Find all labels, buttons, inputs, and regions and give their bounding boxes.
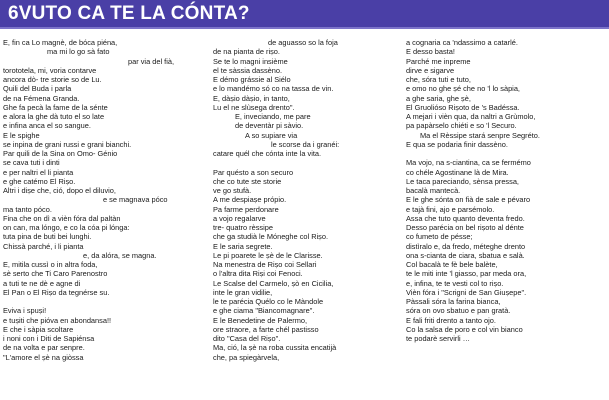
verse-line: le scorse da i granéi: <box>271 139 340 149</box>
verse-line: sóra on ovo sbatuo e pan gratà. <box>406 306 511 316</box>
verse-line: le te parécia Quélo co le Màndole <box>213 297 324 306</box>
verse-line: Pàssali sóra la farina bianca, <box>406 297 501 306</box>
verse-line: catare quél che cónta inte la vita. <box>213 149 322 158</box>
verse-line: Quili del Buda i parla <box>3 84 72 94</box>
verse-line: E, inveciando, me pare <box>235 112 311 121</box>
title-bar <box>0 0 609 29</box>
verse-line: che, pa spiegàrvela, <box>213 352 280 362</box>
verse-line: E, fin ca Lo magnè, de bóca piéna, <box>3 38 118 47</box>
verse-line: ancora dò- tre storie so de Lu. <box>3 75 102 84</box>
verse-line: dirve e sigarve <box>406 65 455 75</box>
verse-line: te le miti inte 'l giasso, par meda ora, <box>406 269 527 279</box>
verse-line: Vièn fóra i "Scrigni de San Giuṣepe". <box>406 287 527 297</box>
verse-line: Parché me inpreme <box>406 56 471 66</box>
verse-line: Lu el ne slùsega drento". <box>213 102 295 112</box>
verse-line: A me despiaṣe própio. <box>213 195 287 205</box>
verse-line: Le pi poarete le ṣè de le Clarisse. <box>213 250 323 260</box>
verse-line: i noni con i Diti de Sapiénsa <box>3 334 95 343</box>
verse-line: tuta pina de buti bei lunghi. <box>3 232 92 242</box>
verse-line: tre- quatro rèssipe <box>213 223 273 232</box>
verse-line: de deventàr pi sàvio. <box>235 121 304 131</box>
verse-line: Eviva i spuṣi! <box>3 306 47 316</box>
verse-line: bacalà mantecà. <box>406 186 461 195</box>
verse-line: E qua se podaria finir dassèno. <box>406 139 508 149</box>
verse-line: Desso parécia on bel riṣoto al dénte <box>406 223 524 232</box>
verse-line: par via del fià, <box>128 56 175 66</box>
verse-line: de aguasso so la foja <box>268 38 338 47</box>
verse-line: Ma, ció, la ṣè na roba cussita encatijà <box>213 343 337 353</box>
verse-line: sè serto che Ti Caro Parenostro <box>3 269 108 279</box>
verse-line: che, sóra tuti e tuto, <box>406 75 471 84</box>
verse-line: El Gruolióso Riṣoto de 's Badéssa. <box>406 102 520 112</box>
verse-line: a vojo regalarve <box>213 213 266 223</box>
verse-line: e infina anca el so sangue. <box>3 121 91 131</box>
verse-line: inte le gran vidilie, <box>213 287 273 297</box>
verse-line: e ghe catémo El Riṣo. <box>3 176 76 186</box>
verse-line: Na menestra de Riṣo coi Sellari <box>213 260 317 269</box>
verse-line: El Pan o El Riṣo da tegnérse su. <box>3 287 110 297</box>
verse-line: E le spighe <box>3 130 40 140</box>
verse-line: de na pianta de riṣo. <box>213 47 280 57</box>
verse-line: E desso basta! <box>406 47 455 57</box>
verse-line: a tuti te ne dè e agne di <box>3 278 81 288</box>
verse-line: co chéle Agostinane là de Mira. <box>406 167 509 177</box>
verse-line: e alora la ghe dà tuto el so late <box>3 112 105 121</box>
verse-line: "L'amore el ṣè na giòssa <box>3 352 84 362</box>
verse-line: se cava tuti i dinti <box>3 158 60 168</box>
verse-line: E che i sàpia scoltare <box>3 324 74 334</box>
verse-line: Ghe fa pecà la fame de la sénte <box>3 102 108 112</box>
verse-line: co fumeto de pésse; <box>406 232 473 242</box>
verse-line: Ma vojo, na s-ciantina, ca se fermémo <box>406 158 531 168</box>
verse-line: e, da alóra, se magna. <box>83 250 157 260</box>
verse-line: ma mi lo go sà fato <box>47 47 110 57</box>
verse-line: ona s-cianta de ciara, sbatua e salà. <box>406 250 525 260</box>
verse-line: Se te lo magni insième <box>213 56 288 66</box>
verse-line: A so supiare via <box>245 130 298 140</box>
verse-line <box>3 297 193 306</box>
verse-line: e omo no ghe ṣé che no 'l lo sàpia, <box>406 84 520 94</box>
verse-line: el te sàssia dassèno. <box>213 65 283 75</box>
verse-line: Par quili de la Sina on Omo- Génio <box>3 149 118 158</box>
page-title: 6VUTO CA TE LA CÓNTA? <box>8 3 250 24</box>
verse-line: Pa farme perdonare <box>213 204 279 214</box>
verse-line: E le Benedetine de Palermo, <box>213 315 308 325</box>
verse-line: e ghe ciama "Biancomagnare". <box>213 306 315 316</box>
verse-line: che ga studià le Móneghe col Riṣo. <box>213 232 329 242</box>
verse-line: e per naltri el li pianta <box>3 167 74 177</box>
verse-line: E, dàṣio dàṣio, in tanto, <box>213 93 290 103</box>
verse-line: ve go stufà. <box>213 186 252 195</box>
verse-line: a ghe saria, ghe ṣè, <box>406 93 471 103</box>
verse-line: Le taca pareciando, sènsa pressa, <box>406 176 519 186</box>
verse-line: che co tute ste storie <box>213 176 282 186</box>
text-column-2 <box>213 38 403 362</box>
verse-line: Ma el Rèssipe stará senpre Segréto. <box>420 130 540 140</box>
verse-line: on can, ma lóngo, e co la cóa pi lónga: <box>3 223 130 232</box>
verse-line: o l'altra dita Riṣi coi Fenoci. <box>213 269 303 279</box>
verse-line: distìralo e, da fredo, méteghe drento <box>406 241 526 251</box>
verse-line: Assa che tuto quanto deventa fredo. <box>406 213 525 223</box>
verse-line: se inpina de grani russi e grani bianchi. <box>3 139 132 149</box>
verse-line: e tuṣiti che pióva en abondansa!! <box>3 315 112 325</box>
verse-line: pa papàrselo chiéti e so 'l Securo. <box>406 121 517 131</box>
verse-line: Altri i diṣe che, ció, dopo el diluvio, <box>3 186 116 195</box>
verse-line: e, infina, te te vesti col to riṣo. <box>406 278 504 288</box>
verse-line: Chissà parché, i li pianta <box>3 241 84 251</box>
verse-line: E le ghe sónta on fià de sale e pévaro <box>406 195 531 205</box>
verse-line: Par quésto a son securo <box>213 167 294 177</box>
verse-line: E démo grássie al Siélo <box>213 75 291 84</box>
text-column-1 <box>3 38 193 362</box>
verse-line: Col bacalà te fè bele balète, <box>406 260 498 269</box>
verse-line <box>406 149 606 158</box>
verse-line: E fali friti drento a tanto ojo. <box>406 315 496 325</box>
verse-line: e se magnava póco <box>103 195 168 205</box>
verse-line: E le saria segrete. <box>213 241 273 251</box>
verse-line: Le Scalse del Carmelo, ṣò en Cicilia, <box>213 278 334 288</box>
verse-line: E, mitila cussì o in altra foda, <box>3 260 98 269</box>
verse-line <box>213 158 403 167</box>
verse-line: de na Fémena Granda. <box>3 93 80 103</box>
text-column-3 <box>406 38 606 343</box>
verse-line: ma tanto póco. <box>3 204 52 214</box>
verse-line: de na volta e par senpre. <box>3 343 85 353</box>
verse-line: e lo mandémo só co na tassa de vin. <box>213 84 334 94</box>
verse-line: a cognaria ca 'ndassimo a catarlé. <box>406 38 518 47</box>
verse-line: e tajà fini, ajo e parsémolo. <box>406 204 495 214</box>
verse-line: torototela, mi, voria contarve <box>3 65 97 75</box>
verse-line: A mejari i vièn qua, da naltri a Grùmolo, <box>406 112 536 121</box>
verse-line: ore straore, a farte chél pastisso <box>213 324 319 334</box>
verse-line: Co la salsa de poro e col vin bianco <box>406 324 523 334</box>
verse-line: dito "Casa del Riṣo". <box>213 334 281 343</box>
verse-line: te podarè servirli … <box>406 334 471 343</box>
verse-line: Fina che on dì a vièn fóra dal paltàn <box>3 213 121 223</box>
